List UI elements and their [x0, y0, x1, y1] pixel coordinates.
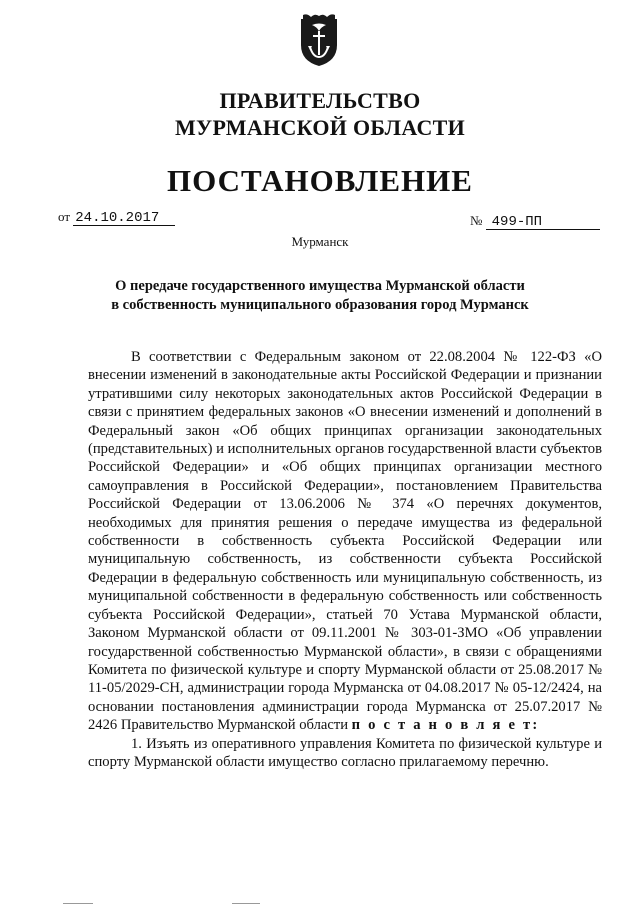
date-row [58, 209, 175, 226]
org-title-line2: МУРМАНСКОЙ ОБЛАСТИ [174, 115, 466, 140]
document-date: 24.10.2017 [73, 211, 175, 226]
coat-of-arms-emblem [299, 13, 339, 67]
subject-line2: в собственность муниципального образования город Мурманск [111, 297, 529, 313]
item-1-paragraph: 1. Изъять из оперативного управления Комитета по физической культуре и спорту Мурманской области имущество согласно прилагаемому перечню. [88, 735, 602, 770]
document-body [88, 348, 602, 771]
city: Мурманск [291, 234, 349, 249]
subject-line1: О передаче государственного имущества Мурманской области [115, 278, 525, 294]
document-number: 499-ПП [486, 215, 600, 230]
document-type: ПОСТАНОВЛЕНИЕ [167, 163, 473, 198]
document-subject [60, 277, 580, 315]
scan-mark [232, 903, 260, 904]
date-prefix: от [58, 209, 71, 224]
number-prefix: № [470, 213, 483, 228]
preamble-text: В соответствии с Федеральным законом от 22.08.2004 № 122-ФЗ «О внесении изменений в законодательные акты Российской Федерации и признании утратившими силу некоторых законодательных актов Российской Федерации в связи с принятием федеральных законов «О внесении изменений и дополнений в Федеральный закон «Об общих принципах организации законодательных (представительных) и исполнительных органов государственной власти субъектов Российской Федерации» и «Об общих принципах организации местного самоуправления в Российской Федерации», постановлением Правительства Российской Федерации от 13.06.2006 № 374 «О перечнях документов, необходимых для принятия решения о передаче имущества из федеральной собственности в собственность субъекта Российской Федерации или муниципальную собственность, из собственности субъекта Российской Федерации в федеральную собственность или муниципальную собственность, из муниципальной собственности в федеральную собственность или собственность субъекта Российской Федерации», статьей 70 Устава Мурманской области, Законом Мурманской области от 09.11.2001 № 303-01-ЗМО «Об управлении государственной собственностью Мурманской области», в связи с обращениями Комитета по физической культуре и спорту Мурманской области от 25.08.2017 № 11-05/2029-СН, администрации города Мурманска от 04.08.2017 № 05-12/2424, на основании постановления администрации города Мурманска от 25.07.2017 № 2426 Правительство Мурманской области [88, 349, 602, 734]
number-row [470, 213, 600, 230]
scan-mark [63, 903, 93, 904]
preamble-paragraph [88, 348, 602, 735]
resolves-word: п о с т а н о в л я е т: [351, 717, 540, 734]
org-title-line1: ПРАВИТЕЛЬСТВО [219, 88, 421, 113]
